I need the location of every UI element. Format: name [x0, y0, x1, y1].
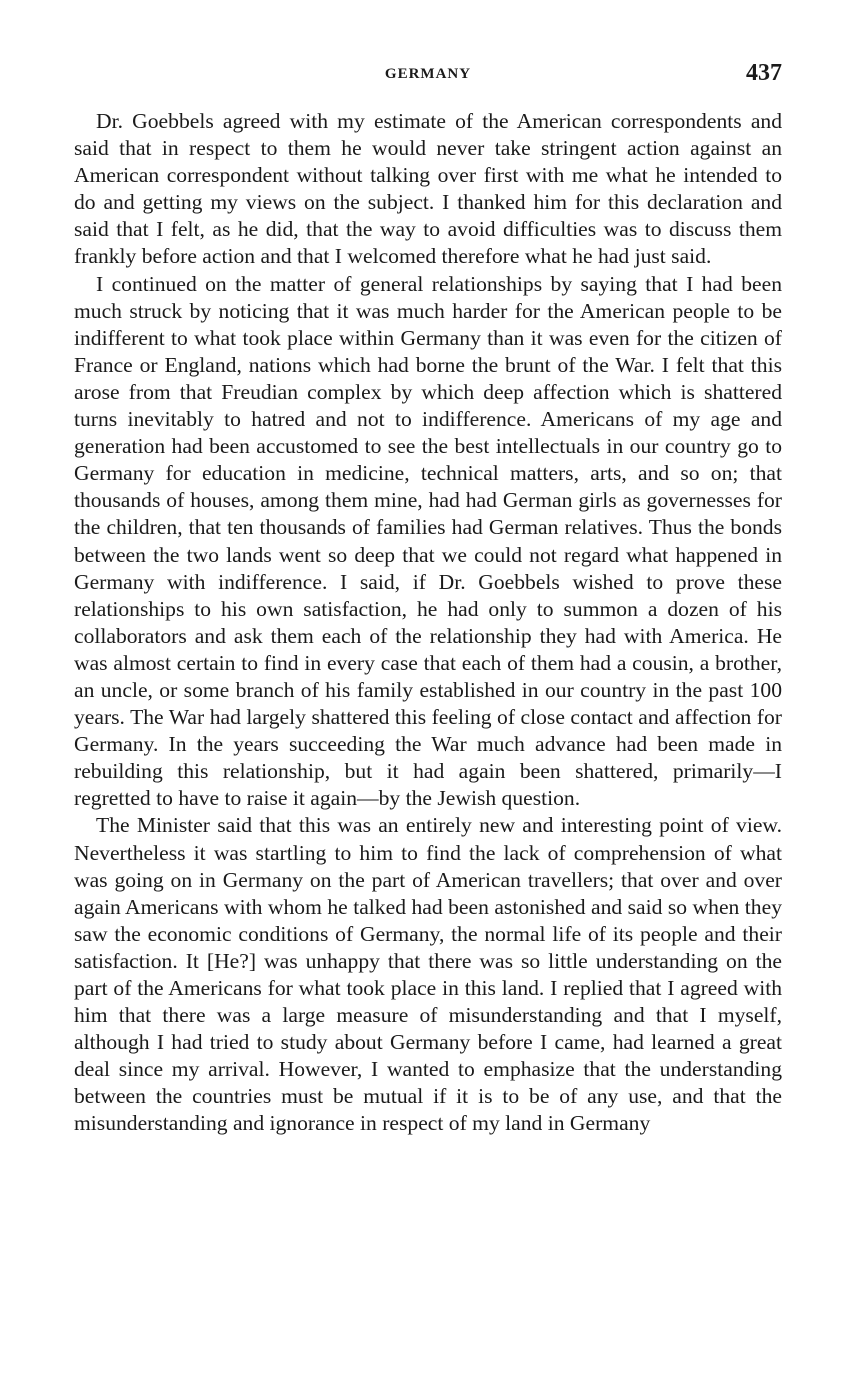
paragraph: The Minister said that this was an entirely new and interesting point of view. Nevertheless it was startling to him to find the lack of comprehension of what was going on in Germany on the part of American travellers; that over and over again Americans with whom he talked had been astonished and said so when they saw the economic conditions of Germany, the normal life of its people and their satisfaction. It [He?] was unhappy that there was so little understanding on the part of the Americans for what took place in this land. I replied that I agreed with him that there was a large measure of misunderstanding and that I myself, although I had tried to study about Germany before I came, had learned a great deal since my arrival. However, I wanted to emphasize that the understanding between the countries must be mutual if it is to be of any use, and that the misunderstanding and ignorance in respect of my land in Germany	[74, 813, 782, 1136]
paragraph: Dr. Goebbels agreed with my estimate of the American correspondents and said that in respect to them he would never take stringent action against an American correspondent without talking over first with me what he intended to do and getting my views on the subject. I thanked him for this declaration and said that I felt, as he did, that the way to avoid difficulties was to discuss them frankly before action and that I welcomed therefore what he had just said.	[74, 109, 782, 269]
paragraph: I continued on the matter of general relationships by saying that I had been much struck by noticing that it was much harder for the American people to be indifferent to what took place within Germany than it was even for the citizen of France or England, nations which had borne the brunt of the War. I felt that this arose from that Freudian complex by which deep affection which is shattered turns inevitably to hatred and not to indifference. Americans of my age and generation had been accustomed to see the best intellectuals in our country go to Germany for education in medicine, technical matters, arts, and so on; that thousands of houses, among them mine, had had German girls as governesses for the children, that ten thousands of families had German relatives. Thus the bonds between the two lands went so deep that we could not regard what happened in Germany with indifference. I said, if Dr. Goebbels wished to prove these relationships to his own satisfaction, he had only to summon a dozen of his collaborators and ask them each of the relationship they had with America. He was almost certain to find in every case that each of them had a cousin, a brother, an uncle, or some branch of his family established in our country in the past 100 years. The War had largely shattered this feeling of close contact and affection for Germany. In the years succeeding the War much advance had been made in rebuilding this relationship, but it had again been shattered, primarily—I regretted to have to raise it again—by the Jewish question.	[74, 271, 782, 811]
body-text	[74, 108, 782, 1138]
page-number: 437	[746, 60, 782, 86]
running-title: GERMANY	[384, 66, 472, 82]
running-head	[74, 60, 782, 90]
